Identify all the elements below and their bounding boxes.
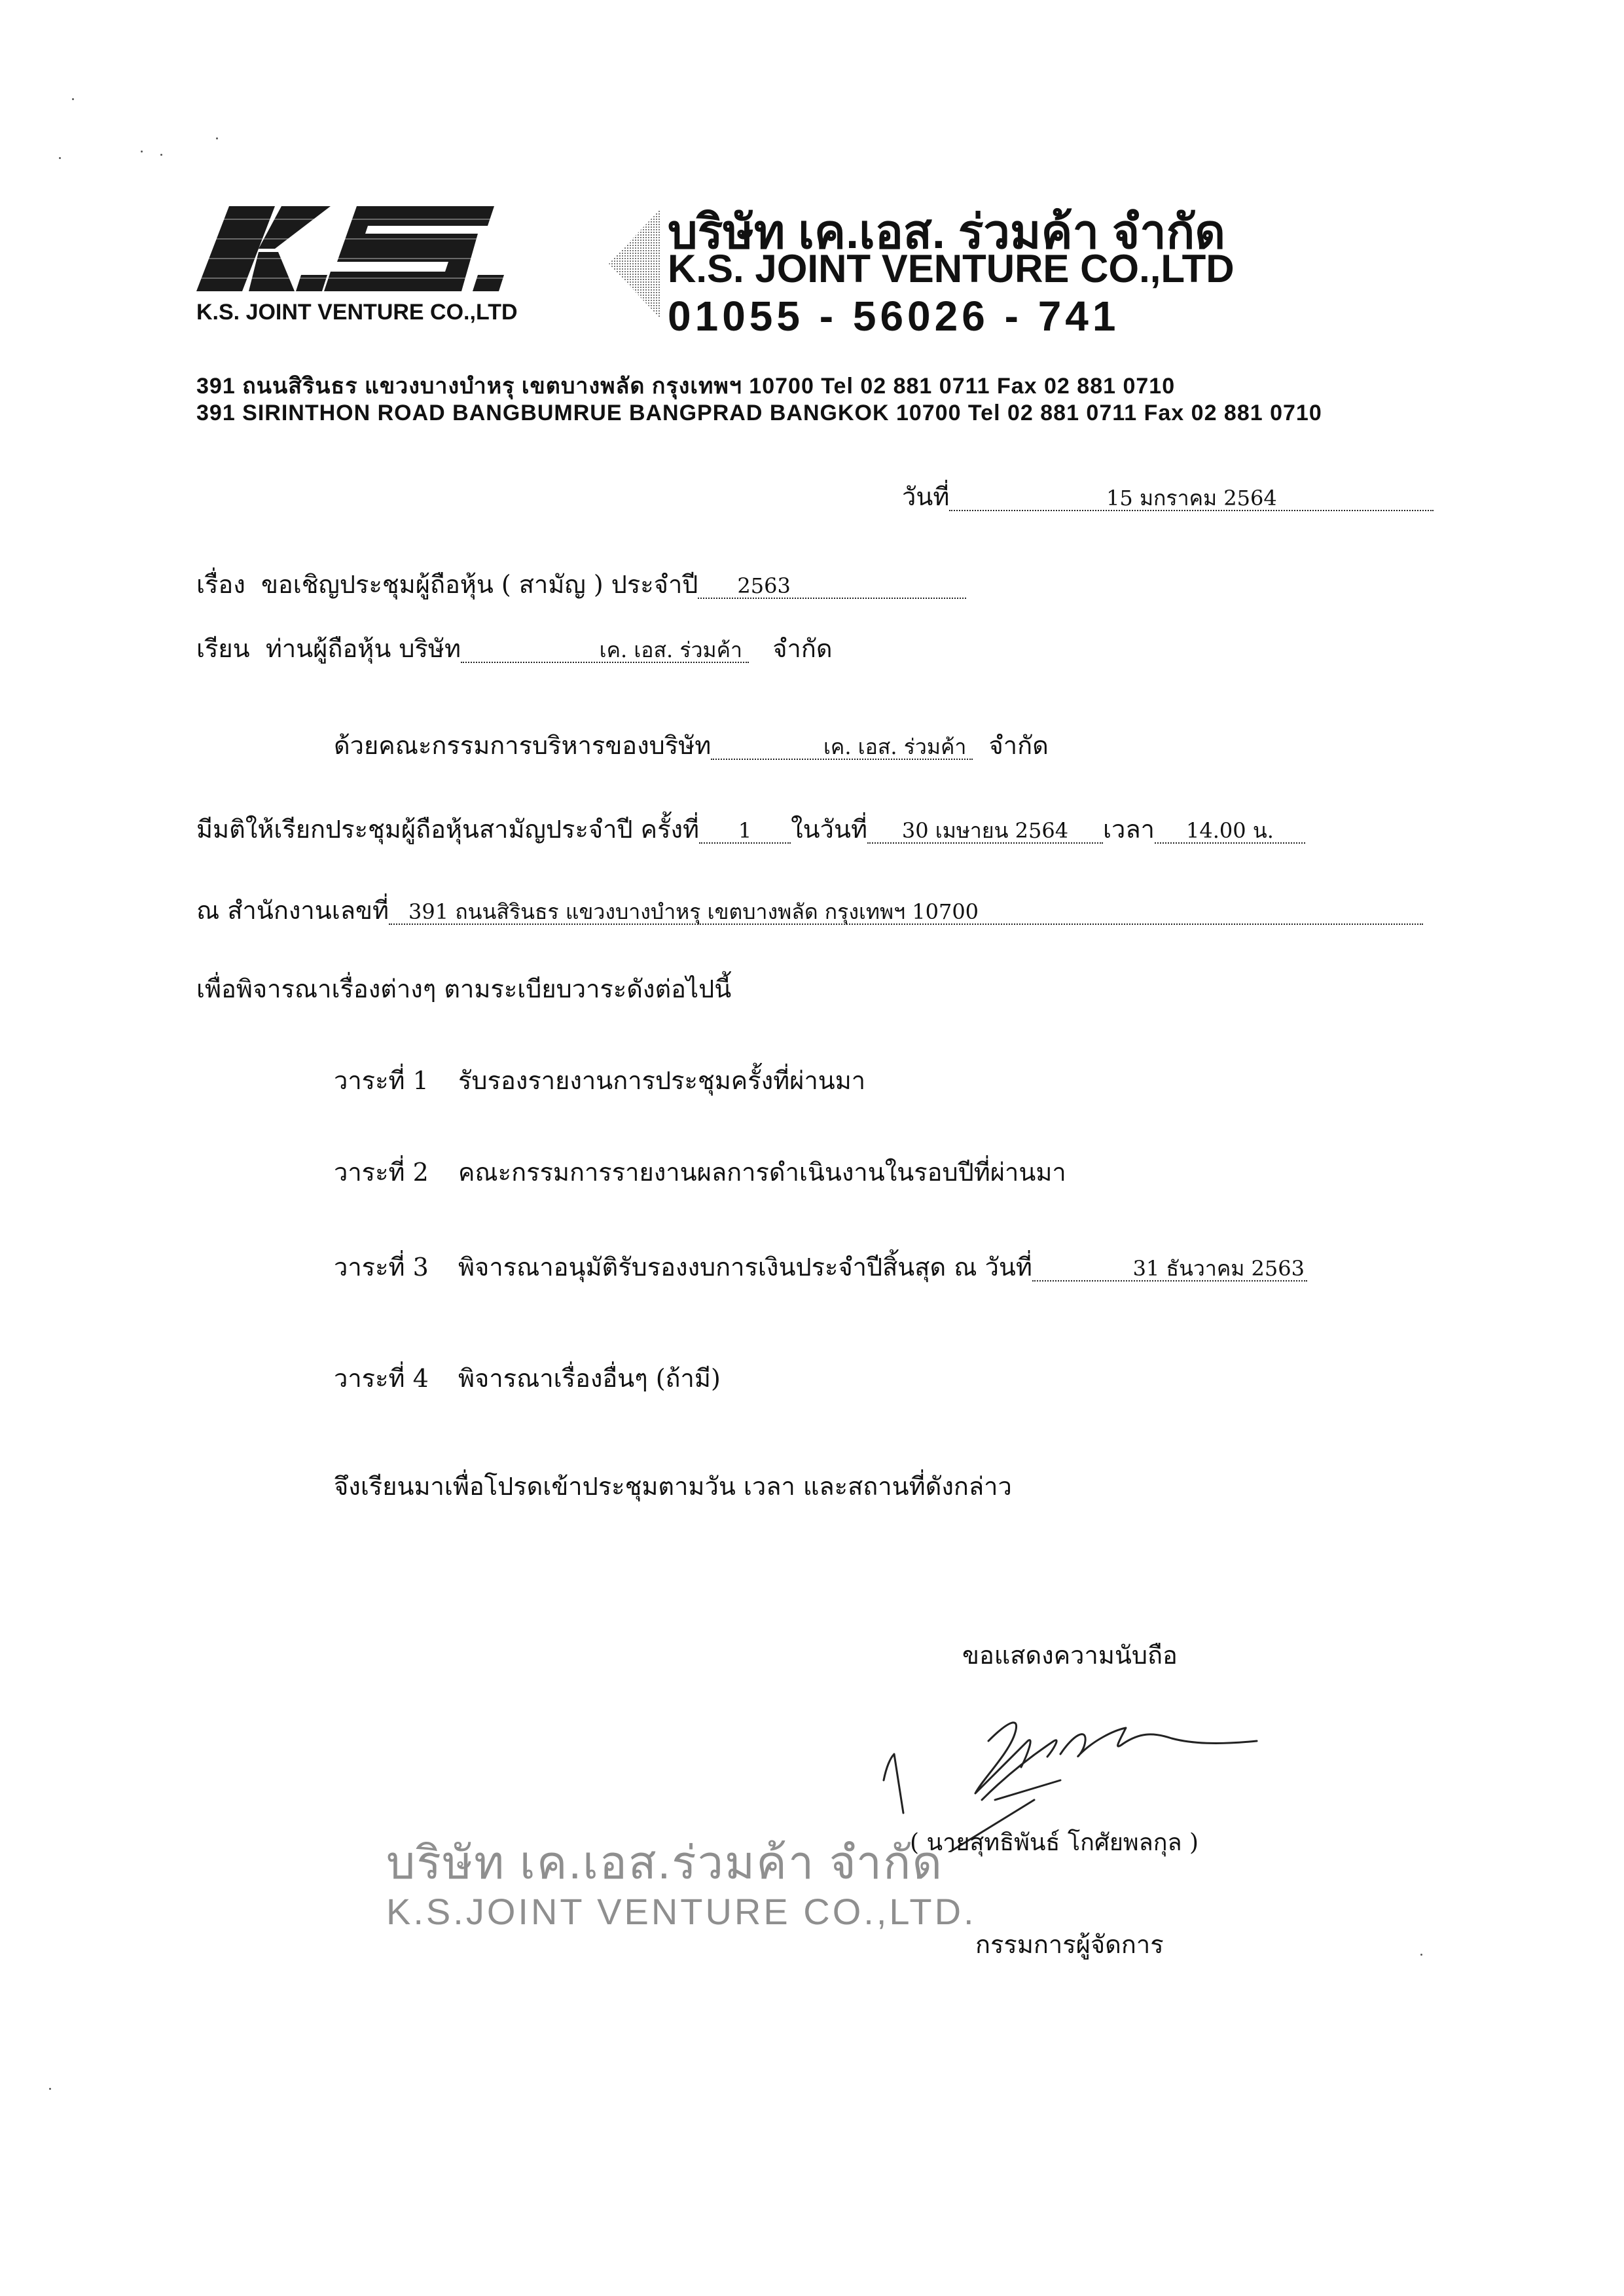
body-line-2 (196, 809, 1305, 849)
svg-text:K.S.: K.S. (209, 252, 211, 253)
meeting-place: 391 ถนนสิรินธร แขวงบางบำหรุ เขตบางพลัด กรุงเทพฯ 10700 (389, 901, 1423, 925)
recipient-text: ท่านผู้ถือหุ้น บริษัท (265, 634, 461, 663)
scan-speck (216, 137, 218, 139)
company-registration-number: 01055 - 56026 - 741 (668, 293, 1120, 340)
meeting-time: 14.00 น. (1155, 820, 1305, 844)
body-line-3-prefix: ณ สำนักงานเลขที่ (196, 896, 389, 925)
recipient-company: เค. เอส. ร่วมค้า (461, 639, 749, 663)
scan-speck (1420, 1954, 1422, 1956)
signatory-title: กรรมการผู้จัดการ (975, 1930, 1164, 1959)
address-thai: 391 ถนนสิรินธร แขวงบางบำหรุ เขตบางพลัด กรุงเทพฯ 10700 Tel 02 881 0711 Fax 02 881 0710 (196, 374, 1176, 399)
scan-speck (160, 154, 162, 156)
agenda-item (334, 1152, 1066, 1192)
recipient-label: เรียน (196, 634, 250, 663)
agenda-text: พิจารณาอนุมัติรับรองงบการเงินประจำปีสิ้นสุด ณ วันที่ (458, 1253, 1032, 1282)
letter-date (902, 476, 1434, 516)
agenda-label: วาระที่ 3 (334, 1253, 429, 1282)
meeting-number: 1 (699, 820, 791, 844)
agenda-text: พิจารณาเรื่องอื่นๆ (ถ้ามี) (458, 1364, 721, 1393)
body-line-1-company: เค. เอส. ร่วมค้า (711, 736, 973, 760)
body-line-1-suffix: จำกัด (988, 731, 1049, 760)
subject-year: 2563 (698, 575, 966, 599)
scan-speck (72, 98, 74, 100)
company-stamp (386, 1826, 977, 1944)
agenda-text: รับรองรายงานการประชุมครั้งที่ผ่านมา (458, 1066, 866, 1095)
company-logo (196, 200, 563, 298)
meeting-time-label: เวลา (1103, 815, 1155, 844)
recipient-suffix: จำกัด (772, 634, 833, 663)
address-english: 391 SIRINTHON ROAD BANGBUMRUE BANGPRAD BANGKOK 10700 Tel 02 881 0711 Fax 02 881 0710 (196, 401, 1322, 425)
company-name-english: K.S. JOINT VENTURE CO.,LTD (668, 247, 1235, 291)
header-divider (609, 208, 661, 319)
subject-text: ขอเชิญประชุมผู้ถือหุ้น ( สามัญ ) ประจำปี (261, 570, 698, 599)
date-label: วันที่ (902, 482, 950, 511)
scan-speck (141, 151, 143, 152)
body-line-2-prefix: มีมติให้เรียกประชุมผู้ถือหุ้นสามัญประจำปี ครั้งที่ (196, 815, 700, 844)
signatory-name: ( นายสุทธิพันธ์ โกศัยพลกุล ) (910, 1829, 1199, 1856)
body-line-2-on: ในวันที่ (791, 815, 867, 844)
body-line-4: เพื่อพิจารณาเรื่องต่างๆ ตามระเบียบวาระดังต่อไปนี้ (196, 975, 732, 1003)
stamp-text-english: K.S.JOINT VENTURE CO.,LTD. (386, 1891, 977, 1932)
agenda-label: วาระที่ 4 (334, 1364, 429, 1393)
recipient-line (196, 628, 833, 668)
closing-line: จึงเรียนมาเพื่อโปรดเข้าประชุมตามวัน เวลา และสถานที่ดังกล่าว (334, 1472, 1012, 1501)
scan-speck (59, 157, 61, 159)
agenda-item (334, 1247, 1307, 1287)
subject-line (196, 564, 966, 604)
company-name-thai: บริษัท เค.เอส. ร่วมค้า จำกัด (668, 206, 1226, 259)
agenda-label: วาระที่ 1 (334, 1066, 429, 1095)
logo-caption: K.S. JOINT VENTURE CO.,LTD (196, 300, 518, 325)
body-line-1-prefix: ด้วยคณะกรรมการบริหารของบริษัท (334, 731, 712, 760)
subject-label: เรื่อง (196, 570, 245, 599)
agenda-date: 31 ธันวาคม 2563 (1032, 1258, 1307, 1282)
agenda-item (334, 1060, 865, 1100)
agenda-text: คณะกรรมการรายงานผลการดำเนินงานในรอบปีที่ผ่านมา (458, 1158, 1066, 1187)
stamp-text-thai: บริษัท เค.เอส.ร่วมค้า จำกัด (386, 1837, 943, 1888)
regards: ขอแสดงความนับถือ (962, 1641, 1178, 1670)
date-value: 15 มกราคม 2564 (949, 488, 1434, 511)
body-line-3 (196, 890, 1423, 930)
body-line-1 (334, 725, 1049, 765)
scan-speck (49, 2088, 51, 2090)
agenda-item (334, 1358, 721, 1398)
meeting-date: 30 เมษายน 2564 (867, 820, 1103, 844)
agenda-label: วาระที่ 2 (334, 1158, 429, 1187)
